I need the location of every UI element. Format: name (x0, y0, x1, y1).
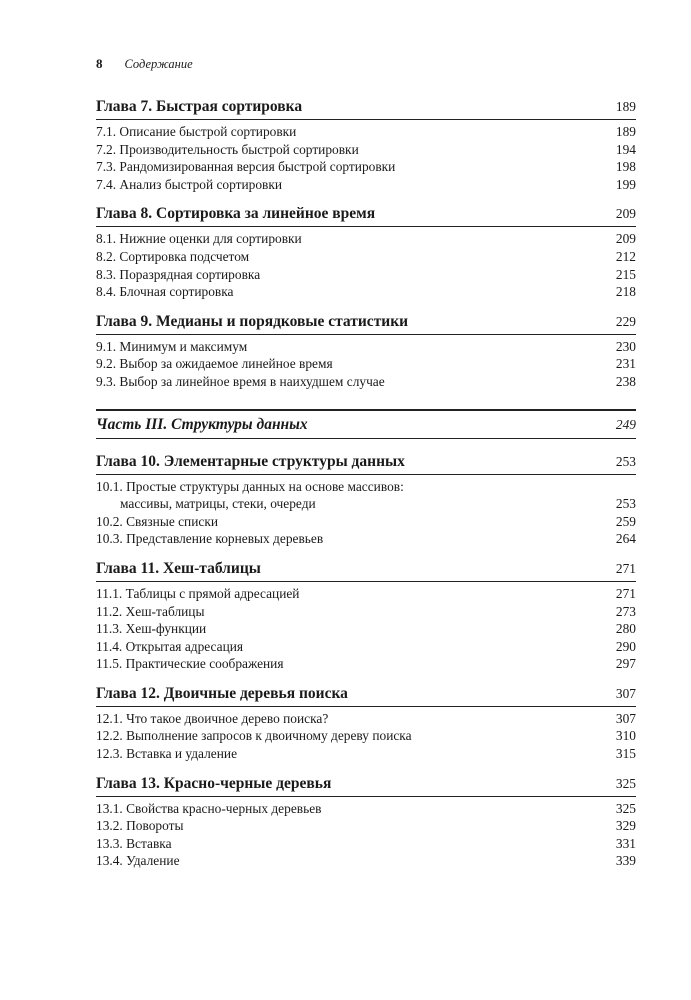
section-entry[interactable] (96, 585, 636, 603)
section-page-number: 264 (615, 531, 636, 547)
section-entry[interactable] (96, 266, 636, 284)
section-entry[interactable] (96, 530, 636, 548)
section-page-number: 297 (615, 656, 636, 672)
section-entry[interactable] (96, 817, 636, 835)
part-heading[interactable] (96, 409, 636, 439)
section-page-number: 238 (615, 373, 636, 389)
section-entry[interactable] (96, 355, 636, 373)
section-title-wrap (96, 710, 328, 728)
section-title-wrap (96, 176, 282, 194)
section-page-number: 189 (615, 124, 636, 139)
section-title: 9.3. Выбор за линейное время в наихудшем случае (96, 373, 385, 389)
section-page-number: 230 (615, 338, 636, 354)
section-title: 13.2. Повороты (96, 818, 184, 834)
section-page-number: 215 (615, 266, 636, 282)
section-page-number: 339 (615, 853, 636, 869)
section-page-number: 218 (615, 284, 636, 300)
section-page-number: 209 (615, 231, 636, 247)
section-page-number: 194 (615, 141, 636, 157)
section-title-wrap (96, 585, 299, 603)
chapter-heading[interactable] (96, 96, 636, 120)
section-title: 12.2. Выполнение запросов к двоичному дереву поиска (96, 728, 412, 744)
section-entry[interactable] (96, 123, 636, 141)
chapter-heading[interactable] (96, 773, 636, 797)
section-title-wrap (96, 248, 249, 266)
section-page-number: 331 (615, 835, 636, 851)
section-title: 7.4. Анализ быстрой сортировки (96, 176, 283, 192)
chapter-page-number: 325 (615, 775, 636, 791)
section-title: 12.3. Вставка и удаление (96, 746, 238, 762)
section-title-wrap (96, 603, 204, 621)
section-title-wrap (96, 158, 395, 176)
section-entry[interactable] (96, 283, 636, 301)
section-title-wrap (96, 620, 206, 638)
section-title-wrap (96, 655, 284, 673)
part-page-number: 249 (615, 416, 636, 432)
section-page-number: 198 (615, 159, 636, 175)
section-entry[interactable] (96, 638, 636, 656)
chapter-title: Глава 8. Сортировка за линейное время (96, 205, 376, 223)
section-title-wrap (96, 141, 359, 159)
chapter-block (96, 558, 636, 673)
page-number: 8 (96, 56, 103, 71)
section-page-number: 253 (615, 496, 636, 512)
section-page-number: 315 (615, 746, 636, 762)
section-title: 10.1. Простые структуры данных на основе массивов: (96, 478, 404, 494)
chapter-heading[interactable] (96, 451, 636, 475)
chapter-title: Глава 10. Элементарные структуры данных (96, 452, 405, 470)
section-title: 10.2. Связные списки (96, 513, 218, 529)
section-title: 11.4. Открытая адресация (96, 638, 244, 654)
chapter-page-number: 189 (615, 99, 636, 114)
chapter-title: Глава 12. Двоичные деревья поиска (96, 684, 348, 702)
section-page-number: 307 (615, 710, 636, 726)
section-page-number: 273 (615, 603, 636, 619)
section-title: 11.5. Практические соображения (96, 656, 284, 672)
section-title-wrap (96, 513, 218, 531)
section-title: 7.3. Рандомизированная версия быстрой сортировки (96, 159, 396, 175)
chapter-block (96, 683, 636, 763)
section-title: 11.3. Хеш-функции (96, 621, 207, 637)
section-title-wrap (96, 123, 296, 141)
chapter-page-number: 229 (615, 313, 636, 329)
section-entry[interactable] (96, 513, 636, 531)
chapter-block (96, 96, 636, 193)
section-title-wrap (96, 745, 237, 763)
section-page-number: 231 (615, 356, 636, 372)
section-title-wrap (96, 266, 260, 284)
chapter-title: Глава 7. Быстрая сортировка (96, 98, 303, 115)
section-title-wrap (96, 373, 385, 391)
section-title: 11.1. Таблицы с прямой адресацией (96, 585, 300, 601)
chapter-heading[interactable] (96, 203, 636, 227)
section-title: 7.1. Описание быстрой сортировки (96, 124, 297, 139)
part-title: Часть III. Структуры данных (96, 415, 308, 433)
section-page-number: 259 (615, 513, 636, 529)
section-title-wrap (96, 478, 404, 513)
section-title-wrap (96, 355, 333, 373)
section-entry[interactable] (96, 478, 636, 513)
section-page-number: 290 (615, 638, 636, 654)
section-title-wrap (96, 817, 183, 835)
chapter-page-number: 209 (615, 206, 636, 222)
chapter-page-number: 307 (615, 685, 636, 701)
section-entry[interactable] (96, 727, 636, 745)
chapter-block (96, 451, 636, 548)
section-title: 11.2. Хеш-таблицы (96, 603, 205, 619)
chapter-block (96, 773, 636, 870)
section-title: 12.1. Что такое двоичное дерево поиска? (96, 710, 329, 726)
section-entry[interactable] (96, 745, 636, 763)
section-page-number: 325 (615, 800, 636, 816)
chapter-title: Глава 11. Хеш-таблицы (96, 559, 261, 577)
chapter-page-number: 271 (615, 560, 636, 576)
chapter-title: Глава 13. Красно-черные деревья (96, 774, 332, 792)
chapter-heading[interactable] (96, 311, 636, 335)
section-title: 13.3. Вставка (96, 835, 172, 851)
section-title-wrap (96, 530, 323, 548)
section-entry[interactable] (96, 248, 636, 266)
section-page-number: 212 (615, 248, 636, 264)
chapter-heading[interactable] (96, 558, 636, 582)
running-title: Содержание (124, 57, 193, 71)
section-entry[interactable] (96, 373, 636, 391)
section-title: 10.3. Представление корневых деревьев (96, 531, 324, 547)
section-entry[interactable] (96, 141, 636, 159)
section-title: 8.2. Сортировка подсчетом (96, 248, 250, 264)
chapter-block (96, 311, 636, 391)
section-title-wrap (96, 835, 172, 853)
section-page-number: 329 (615, 818, 636, 834)
chapter-title: Глава 9. Медианы и порядковые статистики (96, 312, 409, 330)
section-title-wrap (96, 283, 233, 301)
section-entry[interactable] (96, 158, 636, 176)
section-title-wrap (96, 852, 180, 870)
section-entry[interactable] (96, 655, 636, 673)
section-entry[interactable] (96, 835, 636, 853)
section-title-wrap (96, 230, 302, 248)
section-title: 8.1. Нижние оценки для сортировки (96, 231, 302, 247)
running-head (96, 56, 193, 72)
section-page-number: 310 (615, 728, 636, 744)
section-page-number: 199 (615, 176, 636, 192)
section-title: 9.2. Выбор за ожидаемое линейное время (96, 356, 333, 372)
section-title: 7.2. Производительность быстрой сортировки (96, 141, 359, 157)
section-title: 8.4. Блочная сортировка (96, 284, 234, 300)
section-page-number: 271 (615, 585, 636, 601)
section-entry[interactable] (96, 800, 636, 818)
chapter-heading[interactable] (96, 683, 636, 707)
section-title-wrap (96, 338, 247, 356)
section-entry[interactable] (96, 620, 636, 638)
table-of-contents (96, 96, 636, 870)
section-title: 13.4. Удаление (96, 853, 180, 869)
section-entry[interactable] (96, 338, 636, 356)
section-entry[interactable] (96, 710, 636, 728)
section-entry[interactable] (96, 603, 636, 621)
section-title-continued: массивы, матрицы, стеки, очереди (120, 496, 316, 512)
chapter-page-number: 253 (615, 453, 636, 469)
chapter-block (96, 203, 636, 300)
section-title: 9.1. Минимум и максимум (96, 338, 248, 354)
section-entry[interactable] (96, 852, 636, 870)
section-title-wrap (96, 800, 321, 818)
section-entry[interactable] (96, 230, 636, 248)
section-title-wrap (96, 727, 412, 745)
section-title-wrap (96, 638, 243, 656)
section-page-number: 280 (615, 621, 636, 637)
section-entry[interactable] (96, 176, 636, 194)
section-title: 8.3. Поразрядная сортировка (96, 266, 261, 282)
section-title: 13.1. Свойства красно-черных деревьев (96, 800, 322, 816)
